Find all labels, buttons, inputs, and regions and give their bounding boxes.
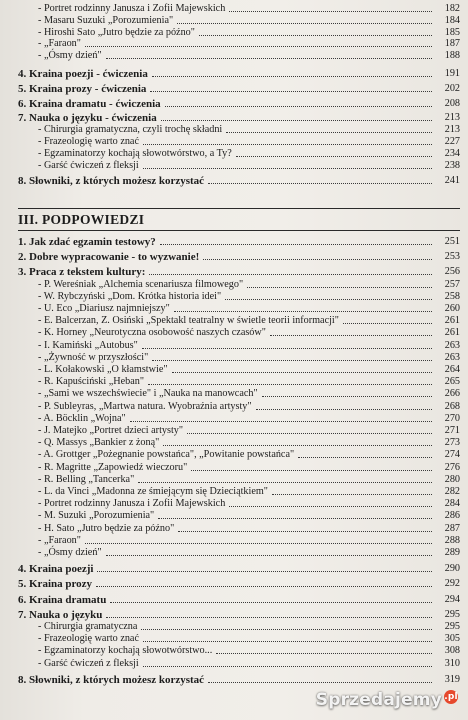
toc-entry <box>0 98 468 110</box>
toc-page-number: 290 <box>444 563 460 575</box>
toc-page-number: 208 <box>444 97 460 109</box>
toc-dot-leader <box>160 244 432 245</box>
toc-dot-leader <box>226 132 432 133</box>
toc-entry-title: - P. Subleyras, „Martwa natura. Wyobraźnia artysty" <box>38 400 252 412</box>
toc-dot-leader <box>199 35 432 36</box>
toc-dot-leader <box>203 259 432 260</box>
toc-entry-title: 4. Kraina poezji - ćwiczenia <box>18 68 148 80</box>
toc-dot-leader <box>236 156 432 157</box>
toc-entry-title: - J. Matejko „Portret dzieci artysty" <box>38 425 184 436</box>
toc-page-number: 191 <box>444 68 460 79</box>
toc-page-number: 274 <box>444 449 460 461</box>
toc-entry <box>0 266 468 278</box>
toc-entry <box>0 425 468 437</box>
toc-entry <box>0 674 468 686</box>
toc-page-number: 276 <box>444 461 460 473</box>
toc-entry <box>0 594 468 606</box>
toc-page-number: 182 <box>444 3 460 14</box>
toc-entry-title: - Garść ćwiczeń z fleksji <box>38 159 139 171</box>
watermark-logo <box>316 690 458 710</box>
toc-page-number: 256 <box>444 266 460 278</box>
toc-page-number: 266 <box>444 388 460 400</box>
toc-page-number: 294 <box>444 593 460 605</box>
watermark-text: Sprzedajemy <box>315 690 442 710</box>
toc-entry-title: - P. Wereśniak „Alchemia scenariusza filmowego" <box>38 278 244 290</box>
toc-entry-title: - Hiroshi Sato „Jutro będzie za późno" <box>38 26 195 38</box>
toc-page-number: 188 <box>444 50 460 62</box>
section-rule-bottom <box>18 230 460 231</box>
toc-dot-leader <box>229 11 432 12</box>
toc-entry-title: - „Faraon" <box>38 38 81 50</box>
toc-entry-title: - H. Sato „Jutro będzie za późno" <box>38 522 175 534</box>
toc-dot-leader <box>148 384 432 385</box>
toc-dot-leader <box>270 335 432 336</box>
toc-entry <box>0 486 468 498</box>
toc-page-number: 268 <box>444 400 460 412</box>
toc-dot-leader <box>262 396 432 397</box>
toc-entry <box>0 658 468 670</box>
toc-dot-leader <box>141 629 432 630</box>
toc-entry-title: 4. Kraina poezji <box>18 563 94 576</box>
toc-entry <box>0 327 468 339</box>
toc-entry-title: 5. Kraina prozy <box>18 578 93 591</box>
toc-page-number: 253 <box>444 251 460 263</box>
toc-page-number: 261 <box>444 315 460 327</box>
toc-entry-title: 3. Praca z tekstem kultury: <box>18 266 146 279</box>
toc-entry <box>0 124 468 136</box>
toc-dot-leader <box>143 168 432 169</box>
toc-entry-title: - W. Rybczyński „Dom. Krótka historia idei" <box>38 290 222 302</box>
toc-page-number: 295 <box>444 621 460 632</box>
toc-dot-leader <box>149 274 432 275</box>
toc-entry-title: - E. Balcerzan, Z. Osiński „Spektakl teatralny w świetle teorii informacji" <box>38 315 339 327</box>
toc-page-number: 295 <box>444 608 460 620</box>
toc-page-number: 280 <box>444 473 460 485</box>
toc-entry <box>0 175 468 187</box>
toc-dot-leader <box>225 299 432 300</box>
toc-entry <box>0 449 468 461</box>
toc-entry-title: - Q. Massys „Bankier z żoną" <box>38 437 160 449</box>
toc-page-number: 284 <box>444 498 460 510</box>
toc-dot-leader <box>110 602 432 603</box>
toc-entry-title: - Chirurgia gramatyczna <box>38 621 138 632</box>
toc-dot-leader <box>142 348 432 349</box>
toc-entry-title: - „Ósmy dzień" <box>38 50 102 62</box>
toc-entry <box>0 510 468 522</box>
toc-entry <box>0 303 468 315</box>
toc-dot-leader <box>138 482 432 483</box>
toc-dot-leader <box>106 58 432 59</box>
toc-entry <box>0 474 468 486</box>
toc-page-number: 282 <box>444 486 460 497</box>
toc-page-number: 270 <box>444 412 460 424</box>
toc-entry-title: 8. Słowniki, z których możesz korzystać <box>18 175 205 188</box>
toc-dot-leader <box>174 311 432 312</box>
toc-page-number: 241 <box>444 175 460 187</box>
toc-dot-leader <box>165 106 432 107</box>
toc-entry-title: - L. da Vinci „Madonna ze śmiejącym się Dzieciątkiem" <box>38 486 268 497</box>
toc-page-number: 271 <box>444 425 460 436</box>
toc-page-number: 187 <box>444 38 460 50</box>
toc-page-number: 213 <box>444 112 460 124</box>
toc-entry-title: - „Ósmy dzień" <box>38 547 102 558</box>
toc-entry-title: 6. Kraina dramatu <box>18 593 107 606</box>
toc-dot-leader <box>85 543 432 544</box>
toc-dot-leader <box>158 518 432 519</box>
toc-entry-title: - Portret rodzinny Janusza i Zofii Majewskich <box>38 3 226 14</box>
toc-entry <box>0 27 468 39</box>
toc-dot-leader <box>130 421 432 422</box>
toc-entry-title: 1. Jak zdać egzamin testowy? <box>18 236 156 248</box>
toc-entry-title: - R. Kapuściński „Heban" <box>38 376 145 388</box>
toc-page-number: 258 <box>444 290 460 302</box>
toc-entry-title: - R. Magritte „Zapowiedź wieczoru" <box>38 461 188 473</box>
toc-dot-leader <box>178 531 432 532</box>
toc-page-number: 286 <box>444 510 460 522</box>
toc-entry-title: - A. Grottger „Pożegnanie powstańca", „Powitanie powstańca" <box>38 449 295 461</box>
toc-entry <box>0 523 468 535</box>
toc-page-number: 261 <box>444 327 460 339</box>
toc-page-number: 234 <box>444 147 460 159</box>
toc-entry-title: 2. Dobre wypracowanie - to wyzwanie! <box>18 251 200 264</box>
toc-dot-leader <box>256 409 432 410</box>
toc-entry-title: - M. Suzuki „Porozumienia" <box>38 510 155 522</box>
toc-entry <box>0 401 468 413</box>
toc-entry <box>0 291 468 303</box>
toc-page-number: 292 <box>444 578 460 590</box>
toc-entry <box>0 136 468 148</box>
toc-entry <box>0 376 468 388</box>
toc-entry-title: - K. Horney „Neurotyczna osobowość naszych czasów" <box>38 327 266 339</box>
toc-entry <box>0 437 468 449</box>
toc-entry-title: 5. Kraina prozy - ćwiczenia <box>18 82 147 95</box>
toc-dot-leader <box>247 287 432 288</box>
toc-entry <box>0 633 468 645</box>
toc-dot-leader <box>187 433 432 434</box>
toc-entry-title: - „Sami we wszechświecie" i „Nauka na manowcach" <box>38 388 258 400</box>
toc-dot-leader <box>229 506 432 507</box>
toc-entry-title: - A. Böcklin „Wojna" <box>38 412 126 424</box>
toc-dot-leader <box>96 586 432 587</box>
toc-dot-leader <box>298 457 432 458</box>
toc-page-number: 289 <box>444 547 460 558</box>
toc-dot-leader <box>163 445 432 446</box>
toc-entry-title: - L. Kołakowski „O kłamstwie" <box>38 364 168 375</box>
toc-entry <box>0 251 468 263</box>
toc-entry <box>0 68 468 80</box>
toc-dot-leader <box>106 555 432 556</box>
toc-entry <box>0 563 468 575</box>
toc-page-number: 265 <box>444 376 460 388</box>
toc-dot-leader <box>343 323 432 324</box>
toc-page-number: 287 <box>444 522 460 534</box>
toc-entry <box>0 388 468 400</box>
toc-dot-leader <box>97 571 432 572</box>
toc-entry <box>0 315 468 327</box>
toc-dot-leader <box>208 183 432 184</box>
toc-page-number: 310 <box>444 657 460 669</box>
toc-entry-title: - Egzaminatorzy kochają słowotwórstwo, a Ty? <box>38 147 232 159</box>
toc-page-number: 263 <box>444 351 460 363</box>
section-rule-top <box>18 208 460 209</box>
toc-entry-title: - Frazeologię warto znać <box>38 136 139 147</box>
toc-page-number: 288 <box>444 534 460 546</box>
toc-entry-title: 6. Kraina dramatu - ćwiczenia <box>18 97 161 110</box>
toc-dot-leader <box>143 666 432 667</box>
toc-dot-leader <box>106 617 432 618</box>
toc-page-number: 305 <box>444 633 460 645</box>
toc-entry-title: 7. Nauka o języku <box>18 608 103 621</box>
toc-entry <box>0 112 468 124</box>
toc-entry-title: - I. Kamiński „Autobus" <box>38 339 138 351</box>
toc-dot-leader <box>152 360 432 361</box>
toc-entry-title: - „Żywność w przyszłości" <box>38 351 149 363</box>
toc-dot-leader <box>177 23 432 24</box>
toc-dot-leader <box>85 46 432 47</box>
toc-entry-title: - Egzaminatorzy kochają słowotwórstwo... <box>38 645 213 657</box>
toc-entry <box>0 578 468 590</box>
toc-page-number: 319 <box>444 673 460 685</box>
toc-page-number: 185 <box>444 26 460 38</box>
section-title: III. PODPOWIEDZI <box>18 212 145 227</box>
toc-entry <box>0 50 468 62</box>
toc-page-number: 238 <box>444 159 460 171</box>
toc-page-number: 213 <box>444 124 460 136</box>
toc-dot-leader <box>191 470 432 471</box>
toc-dot-leader <box>161 120 432 121</box>
toc-entry <box>0 160 468 172</box>
toc-page-number: 308 <box>444 645 460 657</box>
toc-entry <box>0 535 468 547</box>
watermark-suffix: .pl <box>444 692 458 702</box>
toc-entry <box>0 279 468 291</box>
toc-entry-title: 7. Nauka o języku - ćwiczenia <box>18 112 157 125</box>
toc-page-number: 257 <box>444 278 460 290</box>
toc-entry-title: - Masaru Suzuki „Porozumienia" <box>38 14 174 26</box>
toc-entry <box>0 364 468 376</box>
toc-entry <box>0 352 468 364</box>
toc-page-number: 184 <box>444 14 460 26</box>
toc-entry <box>0 3 468 15</box>
toc-entry <box>0 498 468 510</box>
toc-dot-leader <box>216 653 432 654</box>
toc-page-number: 260 <box>444 303 460 314</box>
toc-entry <box>0 547 468 559</box>
toc-entry-title: 8. Słowniki, z których możesz korzystać <box>18 673 205 686</box>
toc-dot-leader <box>143 144 432 145</box>
toc-dot-leader <box>172 372 432 373</box>
toc-entry-title: - Portret rodzinny Janusza i Zofii Majewskich <box>38 498 226 510</box>
toc-entry-title: - R. Belling „Tancerka" <box>38 473 135 485</box>
toc-entry <box>0 609 468 621</box>
toc-entry-title: - Garść ćwiczeń z fleksji <box>38 657 139 669</box>
toc-entry <box>0 148 468 160</box>
toc-page-number: 264 <box>444 364 460 375</box>
toc-entry-title: - Chirurgia gramatyczna, czyli trochę składni <box>38 124 223 136</box>
toc-entry <box>0 83 468 95</box>
toc-page-number: 273 <box>444 437 460 449</box>
toc-dot-leader <box>152 76 432 77</box>
toc-page-number: 227 <box>444 136 460 147</box>
toc-entry-title: - U. Eco „Diariusz najmniejszy" <box>38 303 170 314</box>
toc-page-number: 202 <box>444 82 460 94</box>
toc-entry <box>0 340 468 352</box>
toc-entry <box>0 413 468 425</box>
toc-entry <box>0 38 468 50</box>
toc-dot-leader <box>150 91 432 92</box>
toc-page-number: 263 <box>444 339 460 351</box>
toc-entry <box>0 645 468 657</box>
toc-dot-leader <box>143 641 432 642</box>
toc-dot-leader <box>272 494 432 495</box>
toc-entry <box>0 621 468 633</box>
toc-dot-leader <box>208 682 432 683</box>
toc-entry <box>0 236 468 248</box>
toc-page-number: 251 <box>444 236 460 247</box>
toc-entry <box>0 462 468 474</box>
toc-entry-title: - Frazeologię warto znać <box>38 633 139 645</box>
toc-entry-title: - „Faraon" <box>38 534 81 546</box>
toc-entry <box>0 15 468 27</box>
